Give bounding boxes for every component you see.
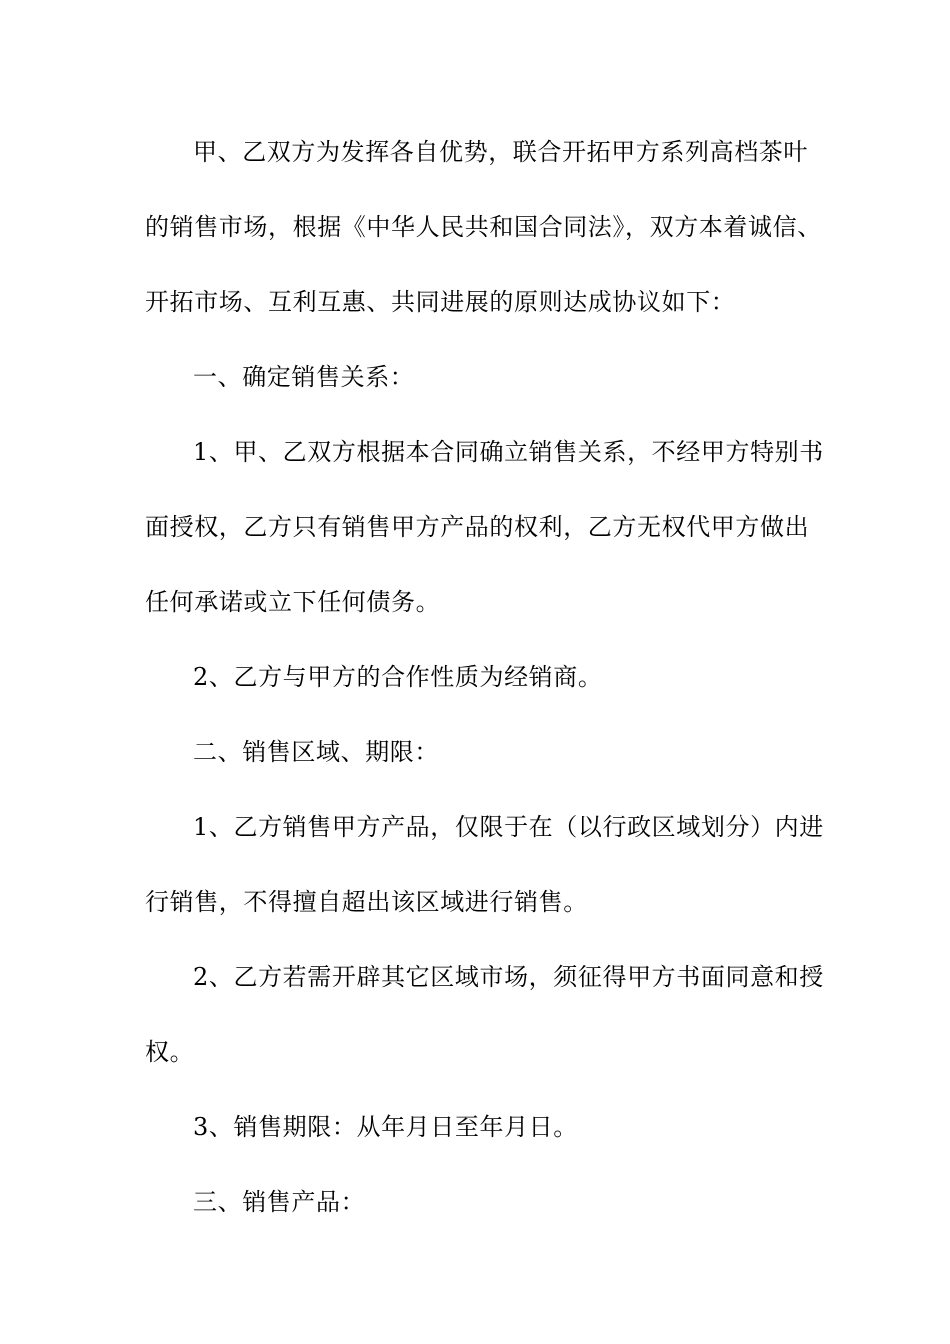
paragraph-line: 权。 — [145, 1038, 195, 1066]
paragraph-line: 2、乙方若需开辟其它区域市场，须征得甲方书面同意和授 — [193, 963, 824, 991]
paragraph-line: 的销售市场，根据《中华人民共和国合同法》，双方本着诚信、 — [145, 213, 822, 241]
paragraph-line: 甲、乙双方为发挥各自优势，联合开拓甲方系列高档茶叶 — [193, 138, 808, 166]
paragraph-line: 1、乙方销售甲方产品，仅限于在（以行政区域划分）内进 — [193, 813, 824, 841]
section-heading: 三、销售产品： — [193, 1188, 366, 1216]
paragraph-line: 1、甲、乙双方根据本合同确立销售关系，不经甲方特别书 — [193, 438, 824, 466]
paragraph-line: 开拓市场、互利互惠、共同进展的原则达成协议如下： — [145, 288, 736, 316]
paragraph-line: 2、乙方与甲方的合作性质为经销商。 — [193, 663, 603, 691]
paragraph-line: 任何承诺或立下任何债务。 — [145, 588, 441, 616]
section-heading: 二、销售区域、期限： — [193, 738, 439, 766]
section-heading: 一、确定销售关系： — [193, 363, 415, 391]
paragraph-line: 行销售，不得擅自超出该区域进行销售。 — [145, 888, 588, 916]
paragraph-line: 面授权，乙方只有销售甲方产品的权利，乙方无权代甲方做出 — [145, 513, 810, 541]
paragraph-line: 3、销售期限：从年月日至年月日。 — [193, 1113, 578, 1141]
